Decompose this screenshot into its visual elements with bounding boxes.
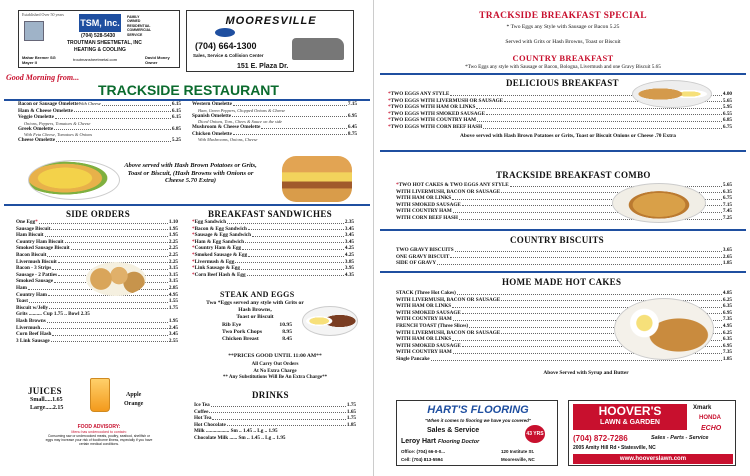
list-item: Chicken Breast 8.45 [222, 336, 292, 342]
juice-large: Large.....2.15 [30, 405, 64, 411]
ford-oval-icon [215, 28, 235, 37]
list-item: WITH LIVERMUSH, BACON OR SAUSAGE 6.35 [396, 188, 732, 195]
biscuits-image [86, 262, 146, 296]
juice-orange: Orange [124, 401, 144, 407]
list-item: WITH HAM OR LINKS 6.35 [396, 336, 732, 343]
list-item: Country Ham Biscuit 2.25 [16, 238, 178, 245]
list-item: STACK (Three Hot Cakes) 4.85 [396, 290, 732, 296]
list-item: WITH COUNTRY HAM 7.35 [396, 349, 732, 356]
country-line: *Two Eggs any style with Sausage or Bacon, Bologna, Livermush and one Gravy Biscuit 5.65 [465, 64, 661, 70]
biscuit-sandwich-image [282, 156, 352, 202]
advisory-title: FOOD ADVISORY: [77, 424, 121, 430]
section-divider [380, 229, 746, 231]
steak-title: STEAK AND EGGS [220, 290, 295, 299]
list-item: WITH SMOKED SAUSAGE 6.95 [396, 309, 732, 316]
list-item: Bacon - 3 Strips 3.15 [16, 265, 178, 272]
sandwiches-list [192, 219, 354, 278]
list-item: * TWO EGGS WITH COUNTRY HAM 6.85 [388, 117, 732, 124]
tsm-left: Mahar Bremer SG Mayer II [22, 55, 56, 65]
item-sub: With Mushrooms, Onions, Cheese [198, 137, 258, 143]
list-item: * TWO EGGS WITH CORN BEEF HASH 6.75 [388, 123, 732, 130]
list-item: WITH HAM OR LINKS 6.75 [396, 195, 732, 202]
tsm-established: Established Over 50 years [22, 12, 64, 17]
list-item: * Ham & Egg Sandwich 3.45 [192, 238, 354, 245]
drinks-list [194, 402, 356, 442]
hotcakes-note: Above Served with Syrup and Butter [543, 370, 629, 376]
section-divider [4, 204, 370, 206]
list-item: Sausage - 2 Patties 3.15 [16, 271, 178, 278]
hoovers-logo-box [573, 404, 687, 430]
food-advisory [44, 424, 154, 446]
biscuits-list [396, 247, 732, 267]
tsm-feature: RESIDENTIAL [127, 23, 151, 28]
good-morning: Good Morning from... [6, 73, 80, 82]
ford-address: 151 E. Plaza Dr. [237, 63, 289, 70]
harts-name: HART'S FLOORING [427, 404, 529, 416]
list-item: 3 Link Sausage 2.55 [16, 337, 178, 344]
hoovers-sub: LAWN & GARDEN [600, 419, 660, 426]
list-item: Spanish Omelette 6.95 [192, 112, 357, 119]
right-page [376, 0, 750, 476]
steak-line: Two *Eggs served any style with Grits or [206, 300, 304, 306]
list-item: Ice Tea 1.75 [194, 402, 356, 408]
hoovers-phone: (704) 872-7286 [573, 434, 628, 443]
tsm-phone: (704) 528-5430 [81, 33, 116, 39]
list-item: Toast 1.55 [16, 298, 178, 305]
list-item: Ham 2.85 [16, 284, 178, 291]
list-item: Bacon Biscuit 2.25 [16, 251, 178, 258]
ford-ad [186, 10, 354, 72]
list-item: Country Ham 4.95 [16, 291, 178, 298]
tsm-feature: FAMILY [127, 15, 140, 19]
harts-slogan: "When it comes to flooring we have you covered" [424, 418, 532, 423]
tsm-ad [18, 10, 180, 68]
tsm-feature: OWNED [127, 19, 141, 24]
section-divider [380, 271, 746, 273]
hoovers-services: Sales - Parts - Service [651, 435, 709, 441]
list-item: Corn Beef Hash 3.45 [16, 331, 178, 338]
mooresville-logo: MOORESVILLE [225, 15, 317, 27]
steak-line: Toast or Biscuit [236, 314, 274, 320]
tsm-right: David Money Owner [145, 55, 170, 65]
list-item: * Country Ham & Egg 4.25 [192, 245, 354, 252]
list-item: Bacon or Sausage Omelette With Cheese 6.15 [18, 101, 181, 107]
tsm-unit-icon [24, 21, 44, 41]
special-line: * Two Eggs any Style with Sausage or Bacon 5.25 [506, 24, 620, 30]
harts-address: 120 Institute St. [501, 449, 535, 454]
item-sub: With Feta Cheese, Tomatoes & Onions [24, 132, 93, 138]
list-item: One Egg * 1.10 [16, 219, 178, 225]
list-item: Smoked Sausage 3.15 [16, 278, 178, 285]
list-item: WITH LIVERMUSH, BACON OR SAUSAGE 6.25 [396, 296, 732, 303]
page-title: TRACKSIDE RESTAURANT [98, 82, 279, 98]
carry-out-line: At No Extra Charge [253, 368, 297, 374]
harts-badge: 43 YRS [526, 431, 544, 437]
harts-office: Office: (704) 66-0-0... [401, 449, 446, 454]
pancake-plate-image [632, 80, 712, 108]
left-page [0, 0, 374, 476]
list-item: * TWO EGGS WITH LIVERMUSH OR SAUSAGE 5.65 [388, 97, 732, 104]
side-orders-title: SIDE ORDERS [65, 209, 131, 219]
list-item: Hot Tea 1.75 [194, 415, 356, 422]
item-sub: Diced Onions, Tom., Chees & Sauce on the side [198, 119, 283, 125]
delicious-title: DELICIOUS BREAKFAST [506, 78, 619, 88]
item-sub: Ham, Green Peppers, Chopped Onions & Cheese [198, 107, 286, 113]
list-item: Livermush Biscuit 2.25 [16, 258, 178, 265]
juice-apple: Apple [126, 392, 142, 398]
list-item: ONE GRAVY BISCUIT 2.65 [396, 253, 732, 260]
list-item: WITH COUNTRY HAM 7.35 [396, 316, 732, 323]
carry-out [190, 362, 360, 382]
list-item: * Egg Sandwich 2.35 [192, 219, 354, 225]
omelette-list [18, 101, 181, 144]
list-item: WITH LIVERMUSH, BACON OR SAUSAGE 6.25 [396, 329, 732, 336]
list-item: * TWO EGGS ANY STYLE 4.00 [388, 91, 732, 97]
harts-city: Mooresville, NC [501, 457, 535, 462]
juice-small: Small.....1.65 [30, 397, 63, 403]
list-item: WITH HAM OR LINKS 6.35 [396, 303, 732, 310]
combo-title: TRACKSIDE BREAKFAST COMBO [496, 170, 651, 180]
list-item: * Livermush & Egg 3.85 [192, 258, 354, 265]
item-sub: Onions, Peppers, Tomatoes & Cheese [24, 120, 91, 126]
list-item: Grits .......... Cup 1.75 .. Bowl 2.35 [16, 311, 90, 318]
hoovers-address: 2005 Amity Hill Rd • Statesville, NC [573, 445, 656, 451]
list-item: * TWO EGGS WITH HAM OR LINKS 5.95 [388, 104, 732, 111]
hoovers-ad [568, 400, 736, 466]
delicious-note: Above served with Hash Brown Potatoes or Grits, Toast or Biscuit Onions or Cheese .70 Extra [460, 133, 676, 139]
list-item: * TWO HOT CAKES & TWO EGGS ANY STYLE 5.65 [396, 182, 732, 188]
drinks-title: DRINKS [252, 390, 289, 400]
harts-cell: Cell: (704) 813-5594 [401, 457, 443, 462]
tsm-company: TROUTMAN SHEETMETAL, INC [67, 40, 142, 46]
tsm-feature: COMMERCIAL [127, 28, 152, 33]
list-item: Two Pork Chops 8.95 [222, 329, 292, 335]
harts-badge-icon [525, 425, 545, 443]
list-item: Coffee 1.65 [194, 408, 356, 415]
advisory-text: Consuming raw or undercooked meats, poultry, seafood, shellfish or eggs may increase your risk of foodborne illness, especially if you have certain medical conditions. [45, 434, 153, 446]
french-toast-plate-image [614, 298, 714, 360]
carry-out-line: All Carry Out Orders [251, 362, 299, 367]
list-item: WITH SMOKED SAUSAGE 7.15 [396, 201, 732, 208]
list-item: FRENCH TOAST (Three Slices) 4.95 [396, 322, 732, 329]
harts-flooring-ad [396, 400, 558, 466]
list-item: Cheese Omelette 5.25 [18, 137, 181, 144]
steak-prices [222, 322, 292, 343]
steak-plate-image [302, 306, 358, 336]
advisory-line: Menu has undercooked to contain: [71, 430, 127, 434]
section-divider [380, 150, 746, 152]
list-item: Ham & Cheese Omelette 6.15 [18, 107, 181, 114]
list-item: Chocolate Milk ...... Sm .. 1.45 .. Lg .. 1.95 [194, 434, 286, 441]
biscuits-title: COUNTRY BISCUITS [510, 235, 604, 245]
list-item: Mushroom & Cheese Omelette 6.45 [192, 124, 357, 131]
list-item: * Smoked Sausage & Egg 4.25 [192, 251, 354, 258]
omelette-list-2 [192, 101, 357, 142]
list-item: TWO GRAVY BISCUITS 3.65 [396, 247, 732, 253]
list-item: Western Omelette 7.15 [192, 101, 357, 107]
ford-truck-icon [292, 38, 344, 60]
list-item: * Corn Beef Hash & Egg 4.35 [192, 271, 354, 278]
prices-good: **PRICES GOOD UNTIL 11:00 AM** [228, 353, 322, 359]
tsm-name: TSM, Inc. [80, 18, 120, 28]
list-item: WITH SMOKED SAUSAGE 6.95 [396, 342, 732, 349]
list-item: Sausage Biscuit 1.95 [16, 225, 178, 232]
ford-line: Sales, Service & Collision Center [193, 53, 264, 58]
harts-service: Sales & Service [427, 427, 480, 434]
served-note: Above served with Hash Brown Potatoes or Grits, Toast or Biscuit, (Hash Browns with Onions or Cheese 5.70 Extra) [124, 162, 257, 185]
list-item: * TWO EGGS WITH SMOKED SAUSAGE 6.55 [388, 110, 732, 117]
ford-phone: (704) 664-1300 [195, 41, 257, 51]
list-item: Livermush 2.45 [16, 324, 178, 331]
list-item: * Sausage & Egg Sandwich 3.45 [192, 232, 354, 239]
hoovers-name: HOOVER'S [598, 404, 662, 418]
country-title: COUNTRY BREAKFAST [512, 53, 614, 63]
special-title: TRACKSIDE BREAKFAST SPECIAL [479, 11, 647, 21]
list-item: Single Pancake 1.85 [396, 355, 732, 362]
omelette-plate-image [28, 160, 120, 200]
list-item: * Bacon & Egg Sandwich 3.45 [192, 225, 354, 232]
harts-owner: Leroy Hart Flooring Doctor [401, 438, 480, 445]
special-sub: Served with Grits or Hash Browns, Toast or Biscuit [505, 39, 621, 45]
hoovers-web[interactable]: www.hooverslawn.com [573, 454, 733, 464]
list-item: * Link Sausage & Egg 3.95 [192, 265, 354, 272]
steak-desc [200, 300, 310, 321]
tsm-license: troutmansheetmetal.com [73, 57, 118, 62]
tsm-features [127, 15, 151, 37]
section-divider [380, 73, 746, 75]
combo-plate-image [612, 183, 706, 223]
carry-out-line: ** Any Substitutions Will Be An Extra Charge** [222, 375, 328, 380]
list-item: Milk .................. Sm .. 1.45 .. Lg .. 1.95 [194, 428, 278, 435]
honda-logo: HONDA [699, 415, 721, 421]
list-item: Greek Omelette 6.85 [18, 125, 181, 132]
list-item: WITH COUNTRY HAM 7.45 [396, 208, 732, 215]
hotcakes-title: HOME MADE HOT CAKES [502, 277, 622, 287]
list-item: WITH CORN BEEF HASH 7.25 [396, 214, 732, 221]
list-item: Ham Biscuit 1.95 [16, 232, 178, 239]
list-item: Smoked Sausage Biscuit 2.25 [16, 245, 178, 252]
echo-logo: ECHO [701, 425, 722, 432]
tsm-line: HEATING & COOLING [74, 47, 126, 53]
xmark-logo: Xmark [693, 405, 712, 411]
juices-title: JUICES [28, 386, 62, 396]
sandwiches-title: BREAKFAST SANDWICHES [208, 209, 332, 219]
list-item: Rib Eye 10.95 [222, 322, 292, 328]
list-item: Hash Browns 1.95 [16, 317, 178, 324]
list-item: Hot Chocolate 1.85 [194, 421, 356, 428]
list-item: SIDE OF GRAVY 1.85 [396, 260, 732, 267]
steak-line: Hash Browns, [238, 307, 272, 313]
list-item: Biscuit w/Jelly 1.75 [16, 304, 178, 311]
tsm-logo-icon [79, 14, 121, 32]
tsm-feature: SERVICE [127, 32, 143, 37]
orange-juice-glass-image [90, 378, 110, 412]
list-item: Chicken Omelette 8.75 [192, 130, 357, 137]
list-item: Veggie Omelette 6.15 [18, 114, 181, 121]
